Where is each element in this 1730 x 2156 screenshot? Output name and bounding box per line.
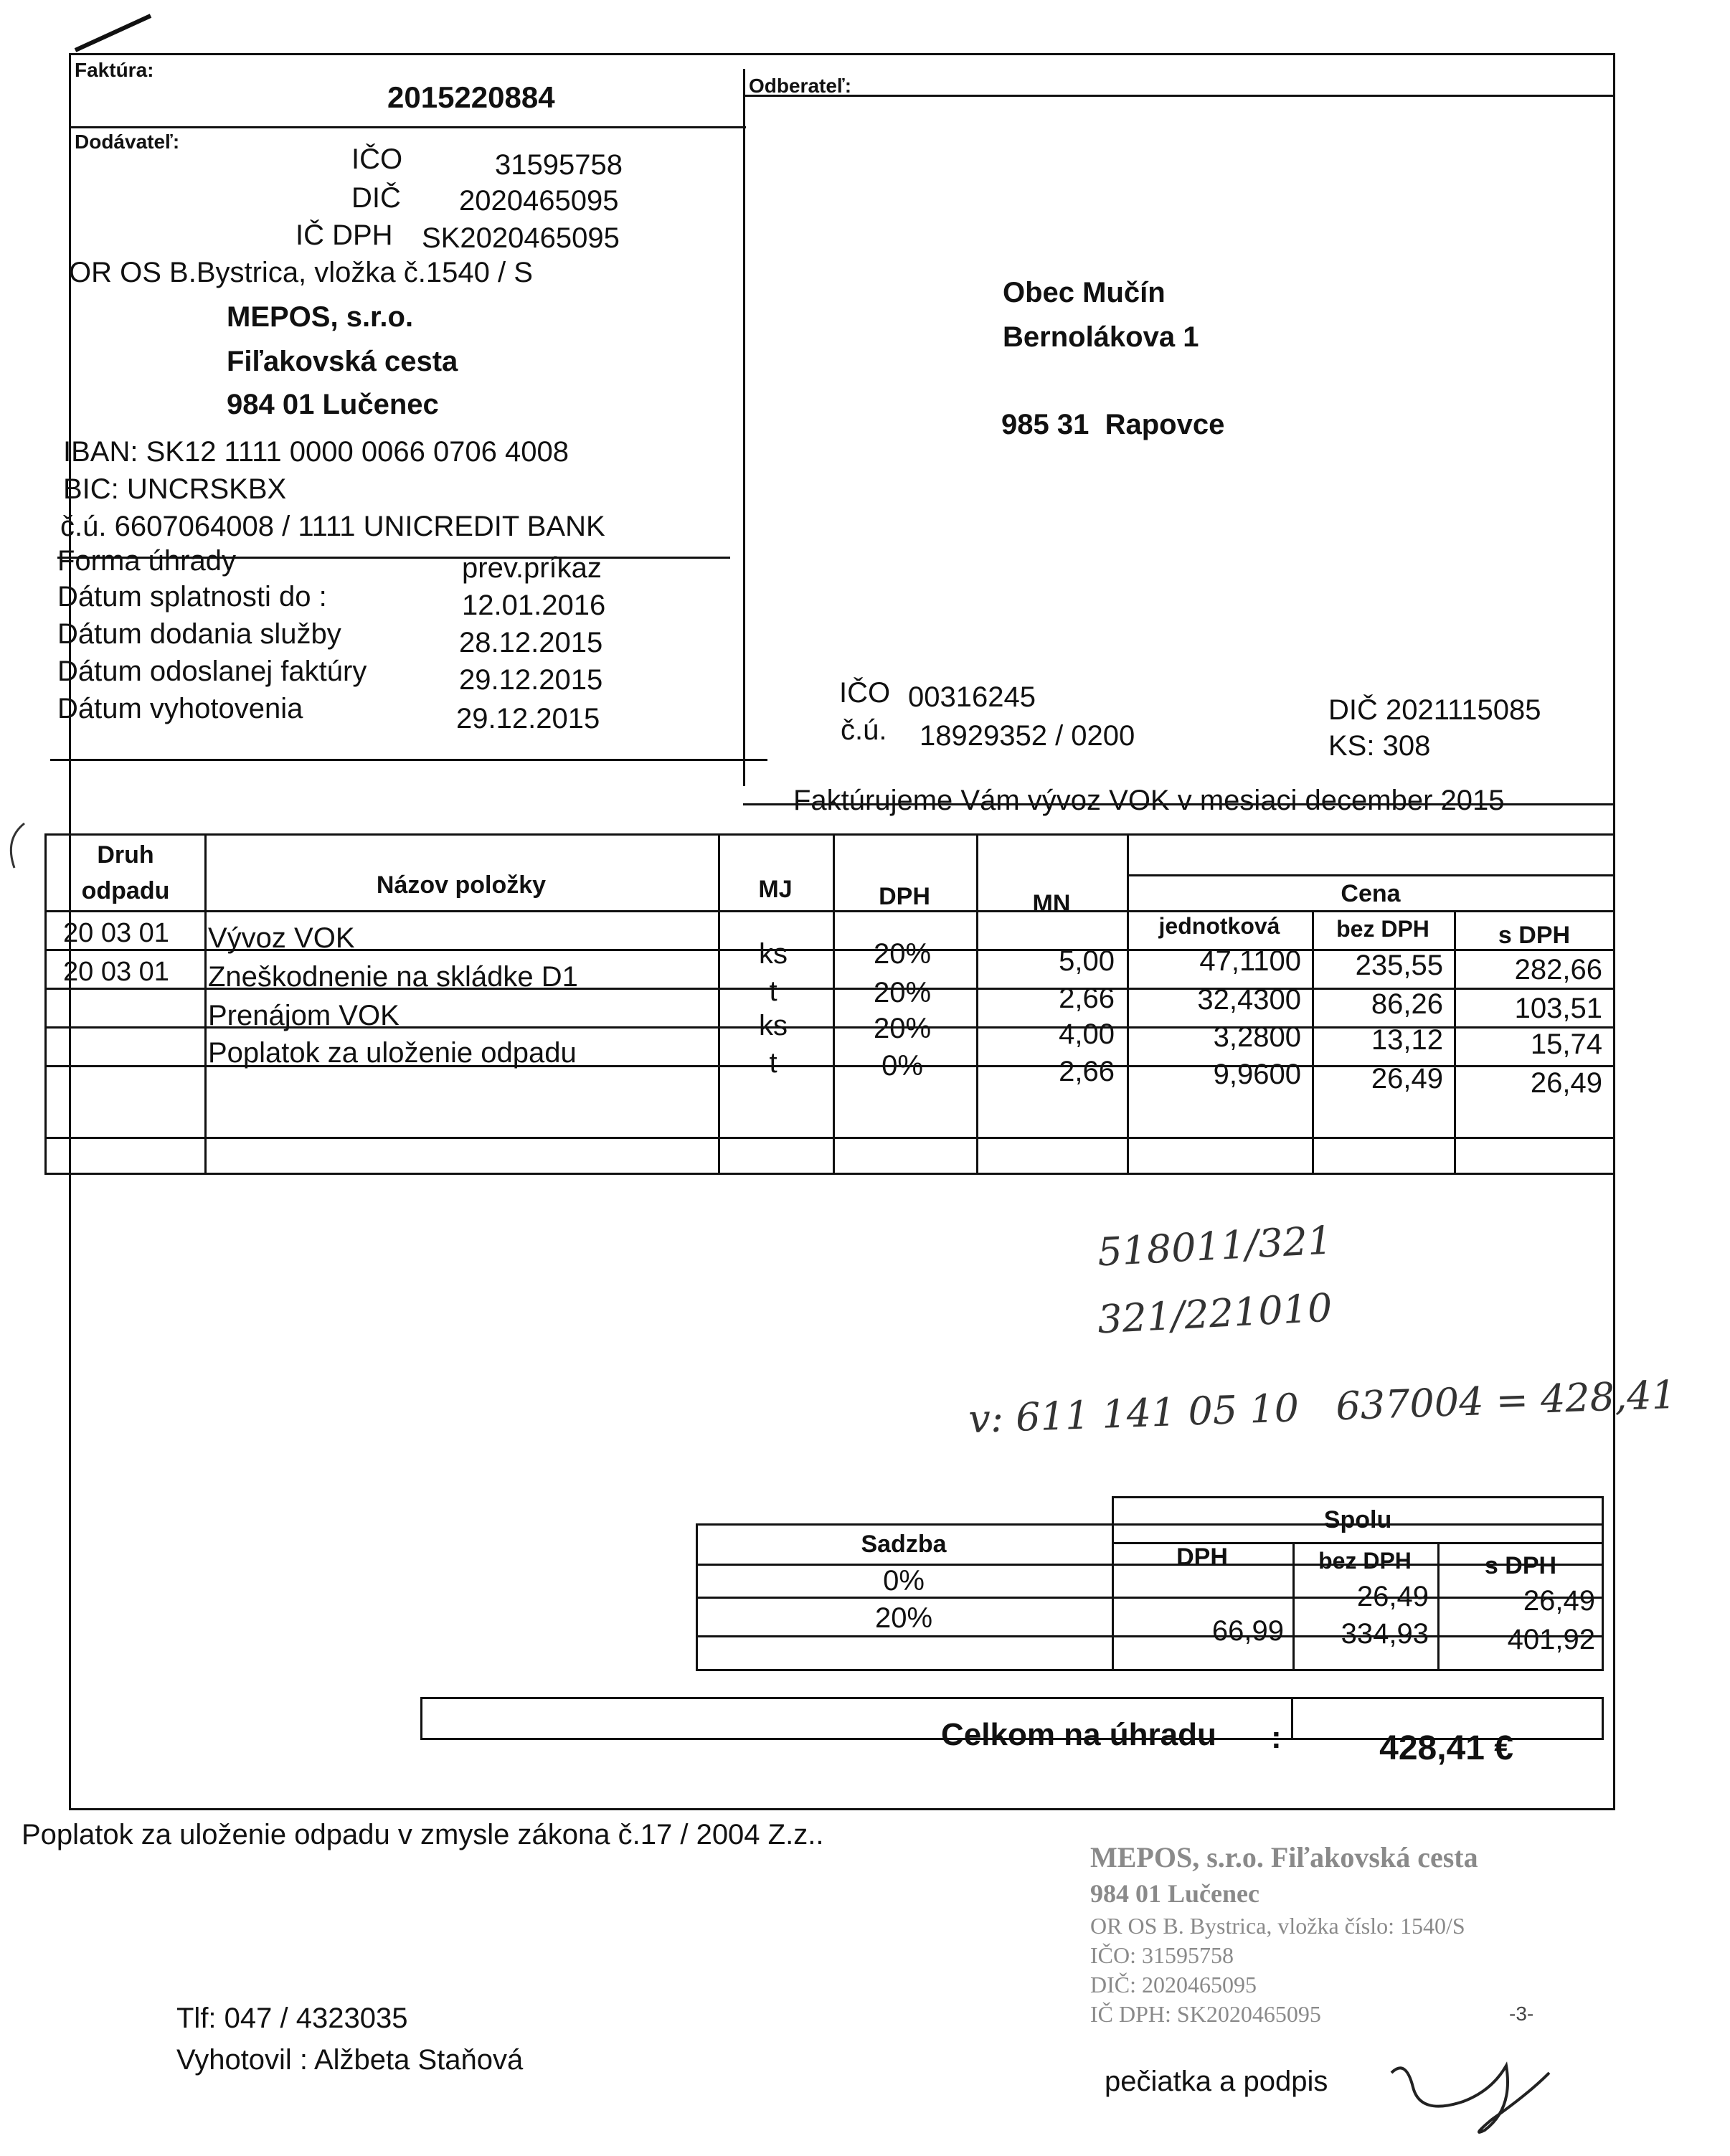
summary-row-1-gross: 26,49 <box>1523 1585 1595 1617</box>
item-1-price-gross: 282,66 <box>1514 954 1602 985</box>
supplier-dic: 2020465095 <box>459 185 619 217</box>
customer-label: Odberateľ: <box>749 75 852 97</box>
signature-label: pečiatka a podpis <box>1105 2066 1328 2097</box>
col-header-mj: MJ <box>758 876 793 903</box>
item-1-mn: 5,00 <box>1059 945 1115 977</box>
company-stamp <box>1090 1840 1592 2028</box>
sent-date-label: Dátum odoslanej faktúry <box>57 656 367 687</box>
customer-ico: 00316245 <box>908 681 1036 713</box>
summary-row-2-net: 334,93 <box>1341 1618 1429 1650</box>
due-date-value: 12.01.2016 <box>462 590 606 621</box>
invoice-top-line-right <box>743 95 1615 97</box>
supplier-icdph-label: IČ DPH <box>296 219 393 251</box>
supplier-header-divider <box>69 126 746 128</box>
item-3-mj: ks <box>759 1010 788 1041</box>
stamp-line-1: MEPOS, s.r.o. Fiľakovská cesta <box>1090 1841 1478 1873</box>
supplier-ico: 31595758 <box>495 149 623 181</box>
item-2-dph: 20% <box>873 977 932 1008</box>
summary-row-2-rate: 20% <box>874 1602 933 1634</box>
supplier-ico-label: IČO <box>351 143 403 175</box>
item-2-name: Zneškodnenie na skládke D1 <box>208 961 578 993</box>
supplier-account: č.ú. 6607064008 / 1111 UNICREDIT BANK <box>60 511 605 542</box>
item-1-price-net: 235,55 <box>1355 950 1443 981</box>
due-date-label: Dátum splatnosti do : <box>57 581 327 613</box>
item-3-dph: 20% <box>873 1013 932 1044</box>
summary-spolu-label: Spolu <box>1323 1506 1392 1533</box>
summary-row-1-rate: 0% <box>883 1565 925 1597</box>
item-2-price-net: 86,26 <box>1371 988 1443 1020</box>
item-3-mn: 4,00 <box>1059 1018 1115 1050</box>
stamp-line-2: 984 01 Lučenec <box>1090 1879 1259 1908</box>
summary-row-2-gross: 401,92 <box>1507 1624 1595 1655</box>
customer-account-label: č.ú. <box>841 714 887 746</box>
item-3-price-gross: 15,74 <box>1530 1029 1602 1060</box>
item-3-price-net: 13,12 <box>1371 1024 1443 1056</box>
item-2-price-gross: 103,51 <box>1514 993 1602 1024</box>
item-3-name: Prenájom VOK <box>208 1000 400 1031</box>
item-1-dph: 20% <box>873 938 932 970</box>
customer-dic: DIČ 2021115085 <box>1328 694 1541 726</box>
col-header-nazov: Názov položky <box>376 871 547 899</box>
total-amount: 428,41 € <box>1379 1729 1513 1767</box>
item-4-price-gross: 26,49 <box>1530 1067 1602 1099</box>
supplier-customer-divider <box>743 69 745 786</box>
summary-sadzba-label: Sadzba <box>861 1531 947 1558</box>
stamp-line-5: DIČ: 2020465095 <box>1090 1972 1257 1997</box>
supplier-name: MEPOS, s.r.o. <box>227 301 414 333</box>
items-body <box>44 833 1615 1175</box>
item-4-price-net: 26,49 <box>1371 1063 1443 1094</box>
stamp-line-4: IČO: 31595758 <box>1090 1942 1234 1968</box>
item-4-name: Poplatok za uloženie odpadu <box>208 1037 577 1069</box>
col-header-jednotkova: jednotková <box>1158 913 1280 939</box>
supplier-icdph: SK2020465095 <box>422 222 620 254</box>
item-1-unit-price: 47,1100 <box>1199 945 1301 977</box>
invoice-number: 2015220884 <box>387 80 555 114</box>
customer-ico-label: IČO <box>839 677 891 709</box>
summary-row-1-net: 26,49 <box>1356 1581 1429 1612</box>
total-label: Celkom na úhradu <box>941 1717 1216 1752</box>
handwritten-account-2: 321/221010 <box>1096 1285 1333 1343</box>
delivery-date-value: 28.12.2015 <box>459 627 603 658</box>
item-2-unit-price: 32,4300 <box>1197 984 1301 1016</box>
invoice-label: Faktúra: <box>75 59 154 81</box>
supplier-dic-label: DIČ <box>351 182 401 214</box>
summary-bez-dph-label: bez DPH <box>1318 1548 1412 1574</box>
item-2-code: 20 03 01 <box>63 957 169 987</box>
pen-stroke-mark <box>72 7 158 57</box>
invoice-description: Faktúrujeme Vám vývoz VOK v mesiaci december 2015 <box>793 785 1505 816</box>
item-1-code: 20 03 01 <box>63 918 169 948</box>
item-4-mj: t <box>769 1047 777 1079</box>
supplier-city: 984 01 Lučenec <box>227 389 439 420</box>
col-header-s-dph: s DPH <box>1498 922 1571 949</box>
total-colon: : <box>1271 1720 1282 1755</box>
customer-name: Obec Mučín <box>1003 277 1166 308</box>
stamp-line-6: IČ DPH: SK2020465095 <box>1090 2001 1321 2027</box>
item-2-mj: t <box>769 975 777 1007</box>
stamp-line-3: OR OS B. Bystrica, vložka číslo: 1540/S <box>1090 1913 1465 1939</box>
header-bottom-line <box>50 759 767 761</box>
col-header-mn: MN <box>1032 890 1071 917</box>
item-4-mn: 2,66 <box>1059 1056 1115 1087</box>
page-number: -3- <box>1509 2003 1534 2025</box>
supplier-bic: BIC: UNCRSKBX <box>63 473 287 505</box>
delivery-date-label: Dátum dodania služby <box>57 618 341 650</box>
waste-fee-note: Poplatok za uloženie odpadu v zmysle zákona č.17 / 2004 Z.z.. <box>22 1819 824 1850</box>
handwritten-account-1: 518011/321 <box>1096 1217 1333 1275</box>
summary-dph-label: DPH <box>1176 1543 1228 1571</box>
item-2-mn: 2,66 <box>1059 983 1115 1014</box>
supplier-label: Dodávateľ: <box>75 131 180 153</box>
col-header-bez-dph: bez DPH <box>1336 916 1429 942</box>
item-4-unit-price: 9,9600 <box>1213 1059 1301 1090</box>
punch-hole-mark <box>0 818 29 875</box>
footer-phone: Tlf: 047 / 4323035 <box>176 2003 408 2034</box>
col-header-cena: Cena <box>1341 880 1401 907</box>
sent-date-value: 29.12.2015 <box>459 664 603 696</box>
summary-row-2-vat: 66,99 <box>1211 1615 1284 1647</box>
signature-icon <box>1384 2051 1564 2145</box>
item-3-unit-price: 3,2800 <box>1213 1021 1301 1053</box>
col-header-druh: Druh <box>97 841 154 869</box>
issue-date-label: Dátum vyhotovenia <box>57 693 303 724</box>
customer-ks: KS: 308 <box>1328 730 1431 762</box>
supplier-iban: IBAN: SK12 1111 0000 0066 0706 4008 <box>63 436 569 468</box>
customer-city: 985 31 Rapovce <box>1001 409 1225 440</box>
customer-street: Bernolákova 1 <box>1003 321 1199 353</box>
handwritten-budget-note: v: 611 141 05 10 637004 = 428,41 <box>968 1371 1677 1442</box>
summary-s-dph-label: s DPH <box>1484 1552 1557 1579</box>
customer-account: 18929352 / 0200 <box>920 720 1135 752</box>
supplier-street: Fiľakovská cesta <box>227 346 458 377</box>
supplier-register: OR OS B.Bystrica, vložka č.1540 / S <box>69 257 533 288</box>
item-4-dph: 0% <box>881 1050 923 1082</box>
col-header-odpadu: odpadu <box>81 877 170 904</box>
issue-date-value: 29.12.2015 <box>456 703 600 734</box>
item-1-name: Vývoz VOK <box>208 922 355 954</box>
footer-author: Vyhotovil : Alžbeta Staňová <box>176 2044 524 2076</box>
col-header-dph: DPH <box>879 883 930 910</box>
item-1-mj: ks <box>759 938 788 970</box>
payment-form-label: Forma úhrady <box>57 545 236 577</box>
payment-form-value: prev.príkaz <box>462 552 602 584</box>
